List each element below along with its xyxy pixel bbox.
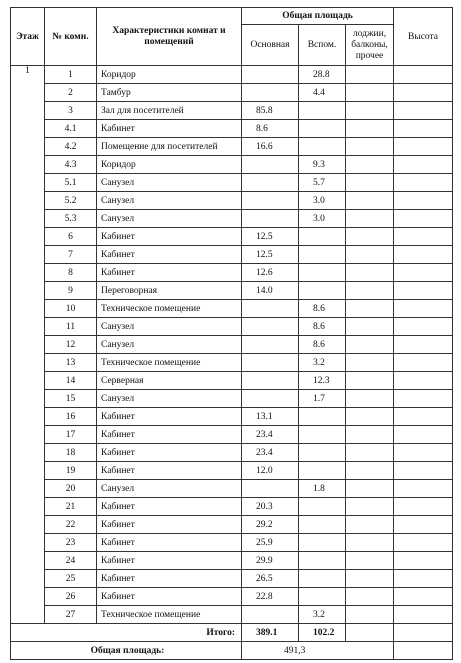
table-row [11,444,453,462]
table-row [11,588,453,606]
height-cell [394,534,453,552]
main-area-cell [242,300,299,318]
grand-total-height [394,642,453,660]
loggias-cell [346,498,394,516]
height-cell [394,462,453,480]
room-number-cell: 1 [45,66,97,84]
table-row [11,156,453,174]
height-cell [394,66,453,84]
room-name-cell: Санузел [97,318,242,336]
room-name-cell: Санузел [97,390,242,408]
table-row [11,390,453,408]
height-cell [394,138,453,156]
room-name-cell: Зал для посетителей [97,102,242,120]
aux-area-cell [299,534,346,552]
table-row [11,336,453,354]
loggias-cell [346,84,394,102]
room-name-cell: Кабинет [97,426,242,444]
room-name-cell: Кабинет [97,534,242,552]
room-name-cell: Кабинет [97,408,242,426]
aux-area-cell [299,498,346,516]
main-area-cell [242,372,299,390]
loggias-cell [346,102,394,120]
height-cell [394,588,453,606]
room-name-cell: Кабинет [97,516,242,534]
aux-area-cell [299,516,346,534]
aux-area-cell: 1.7 [299,390,346,408]
grand-total-value: 491,3 [242,642,394,660]
totals-row [11,624,453,642]
aux-area-cell [299,102,346,120]
table-row [11,606,453,624]
table-row [11,192,453,210]
aux-area-cell [299,462,346,480]
header-floor: Этаж [11,8,45,66]
loggias-cell [346,480,394,498]
height-cell [394,228,453,246]
aux-area-cell: 4.4 [299,84,346,102]
room-name-cell: Переговорная [97,282,242,300]
room-number-cell: 12 [45,336,97,354]
table-row [11,498,453,516]
loggias-cell [346,300,394,318]
room-number-cell: 2 [45,84,97,102]
room-name-cell: Кабинет [97,444,242,462]
room-number-cell: 8 [45,264,97,282]
aux-area-cell: 3.0 [299,192,346,210]
room-name-cell: Техническое помещение [97,300,242,318]
height-cell [394,264,453,282]
height-cell [394,606,453,624]
loggias-cell [346,192,394,210]
height-cell [394,426,453,444]
floor-cell: 1 [11,66,45,624]
aux-area-cell: 3.0 [299,210,346,228]
height-cell [394,390,453,408]
room-name-cell: Кабинет [97,498,242,516]
room-number-cell: 17 [45,426,97,444]
main-area-cell: 12.6 [242,264,299,282]
aux-area-cell: 8.6 [299,318,346,336]
loggias-cell [346,318,394,336]
main-area-cell: 22.8 [242,588,299,606]
header-characteristics: Характеристики комнат и помещений [97,8,242,66]
room-number-cell: 13 [45,354,97,372]
table-row [11,228,453,246]
aux-area-cell [299,408,346,426]
aux-area-cell: 1.8 [299,480,346,498]
room-name-cell: Коридор [97,66,242,84]
main-area-cell: 23.4 [242,444,299,462]
aux-area-cell [299,426,346,444]
aux-area-cell: 8.6 [299,300,346,318]
aux-area-cell [299,264,346,282]
room-name-cell: Тамбур [97,84,242,102]
totals-main-area: 389.1 [242,624,299,642]
aux-area-cell [299,282,346,300]
main-area-cell: 13.1 [242,408,299,426]
main-area-cell: 26.5 [242,570,299,588]
room-number-cell: 25 [45,570,97,588]
height-cell [394,84,453,102]
table-row [11,570,453,588]
room-number-cell: 5.3 [45,210,97,228]
header-total-area: Общая площадь [242,8,394,25]
height-cell [394,570,453,588]
totals-label: Итого: [11,624,242,642]
aux-area-cell [299,138,346,156]
main-area-cell [242,192,299,210]
main-area-cell: 23.4 [242,426,299,444]
height-cell [394,336,453,354]
height-cell [394,516,453,534]
table-row [11,246,453,264]
room-name-cell: Кабинет [97,588,242,606]
loggias-cell [346,120,394,138]
main-area-cell: 16.6 [242,138,299,156]
table-row [11,354,453,372]
aux-area-cell: 3.2 [299,354,346,372]
room-number-cell: 22 [45,516,97,534]
main-area-cell [242,174,299,192]
loggias-cell [346,372,394,390]
room-name-cell: Кабинет [97,228,242,246]
loggias-cell [346,444,394,462]
height-cell [394,318,453,336]
table-row [11,552,453,570]
loggias-cell [346,516,394,534]
area-explication-sheet [10,7,452,660]
header-height: Высота [394,8,453,66]
main-area-cell [242,318,299,336]
loggias-cell [346,282,394,300]
totals-loggias [346,624,394,642]
room-name-cell: Кабинет [97,246,242,264]
table-row [11,210,453,228]
header-aux-area: Вспом. [299,25,346,66]
height-cell [394,354,453,372]
loggias-cell [346,246,394,264]
room-number-cell: 10 [45,300,97,318]
room-number-cell: 4.3 [45,156,97,174]
room-number-cell: 4.1 [45,120,97,138]
loggias-cell [346,66,394,84]
aux-area-cell: 28.8 [299,66,346,84]
aux-area-cell: 9.3 [299,156,346,174]
room-name-cell: Кабинет [97,570,242,588]
table-row [11,120,453,138]
main-area-cell: 20.3 [242,498,299,516]
room-number-cell: 15 [45,390,97,408]
height-cell [394,498,453,516]
header-row-top [11,8,453,25]
aux-area-cell [299,228,346,246]
aux-area-cell [299,120,346,138]
room-name-cell: Санузел [97,192,242,210]
aux-area-cell: 5.7 [299,174,346,192]
room-number-cell: 14 [45,372,97,390]
room-name-cell: Санузел [97,174,242,192]
table-row [11,84,453,102]
main-area-cell: 12.5 [242,246,299,264]
main-area-cell: 25.9 [242,534,299,552]
table-row [11,462,453,480]
main-area-cell [242,606,299,624]
main-area-cell: 8.6 [242,120,299,138]
room-name-cell: Техническое помещение [97,354,242,372]
main-area-cell [242,210,299,228]
loggias-cell [346,354,394,372]
room-number-cell: 20 [45,480,97,498]
room-table-body [11,66,453,624]
height-cell [394,210,453,228]
loggias-cell [346,138,394,156]
loggias-cell [346,264,394,282]
room-name-cell: Санузел [97,210,242,228]
height-cell [394,192,453,210]
room-number-cell: 5.2 [45,192,97,210]
height-cell [394,372,453,390]
table-row [11,174,453,192]
table-row [11,102,453,120]
height-cell [394,480,453,498]
room-number-cell: 19 [45,462,97,480]
aux-area-cell [299,552,346,570]
loggias-cell [346,408,394,426]
loggias-cell [346,228,394,246]
height-cell [394,174,453,192]
height-cell [394,408,453,426]
header-main-area: Основная [242,25,299,66]
main-area-cell [242,336,299,354]
aux-area-cell [299,444,346,462]
room-number-cell: 26 [45,588,97,606]
loggias-cell [346,426,394,444]
loggias-cell [346,156,394,174]
header-loggias: лоджии, балконы, прочее [346,25,394,66]
loggias-cell [346,462,394,480]
main-area-cell [242,390,299,408]
room-number-cell: 16 [45,408,97,426]
header-room-no: № комн. [45,8,97,66]
table-row [11,516,453,534]
room-number-cell: 21 [45,498,97,516]
height-cell [394,552,453,570]
grand-total-row [11,642,453,660]
loggias-cell [346,336,394,354]
grand-total-label: Общая площадь: [11,642,242,660]
room-number-cell: 6 [45,228,97,246]
room-name-cell: Кабинет [97,264,242,282]
room-number-cell: 27 [45,606,97,624]
main-area-cell: 29.2 [242,516,299,534]
main-area-cell: 12.5 [242,228,299,246]
table-row [11,318,453,336]
main-area-cell: 14.0 [242,282,299,300]
totals-height [394,624,453,642]
main-area-cell: 85.8 [242,102,299,120]
room-name-cell: Техническое помещение [97,606,242,624]
table-row [11,480,453,498]
room-number-cell: 4.2 [45,138,97,156]
room-number-cell: 24 [45,552,97,570]
loggias-cell [346,606,394,624]
room-number-cell: 18 [45,444,97,462]
aux-area-cell: 8.6 [299,336,346,354]
main-area-cell: 29.9 [242,552,299,570]
table-row [11,408,453,426]
aux-area-cell: 12.3 [299,372,346,390]
loggias-cell [346,174,394,192]
room-name-cell: Санузел [97,480,242,498]
loggias-cell [346,534,394,552]
table-row [11,66,453,84]
room-number-cell: 23 [45,534,97,552]
room-name-cell: Кабинет [97,552,242,570]
main-area-cell [242,84,299,102]
height-cell [394,444,453,462]
main-area-cell [242,156,299,174]
table-row [11,372,453,390]
room-name-cell: Серверная [97,372,242,390]
aux-area-cell [299,246,346,264]
main-area-cell: 12.0 [242,462,299,480]
height-cell [394,282,453,300]
loggias-cell [346,570,394,588]
aux-area-cell [299,570,346,588]
room-name-cell: Кабинет [97,120,242,138]
height-cell [394,120,453,138]
room-name-cell: Коридор [97,156,242,174]
table-row [11,426,453,444]
height-cell [394,300,453,318]
height-cell [394,246,453,264]
table-row [11,282,453,300]
room-number-cell: 7 [45,246,97,264]
room-number-cell: 5.1 [45,174,97,192]
room-name-cell: Санузел [97,336,242,354]
aux-area-cell [299,588,346,606]
room-name-cell: Помещение для посетителей [97,138,242,156]
height-cell [394,102,453,120]
main-area-cell [242,66,299,84]
room-number-cell: 3 [45,102,97,120]
table-row [11,534,453,552]
table-row [11,300,453,318]
table-row [11,138,453,156]
room-name-cell: Кабинет [97,462,242,480]
totals-aux-area: 102.2 [299,624,346,642]
room-area-table [10,7,453,660]
table-row [11,264,453,282]
main-area-cell [242,480,299,498]
main-area-cell [242,354,299,372]
room-number-cell: 9 [45,282,97,300]
loggias-cell [346,390,394,408]
loggias-cell [346,210,394,228]
loggias-cell [346,552,394,570]
height-cell [394,156,453,174]
aux-area-cell: 3.2 [299,606,346,624]
room-number-cell: 11 [45,318,97,336]
loggias-cell [346,588,394,606]
